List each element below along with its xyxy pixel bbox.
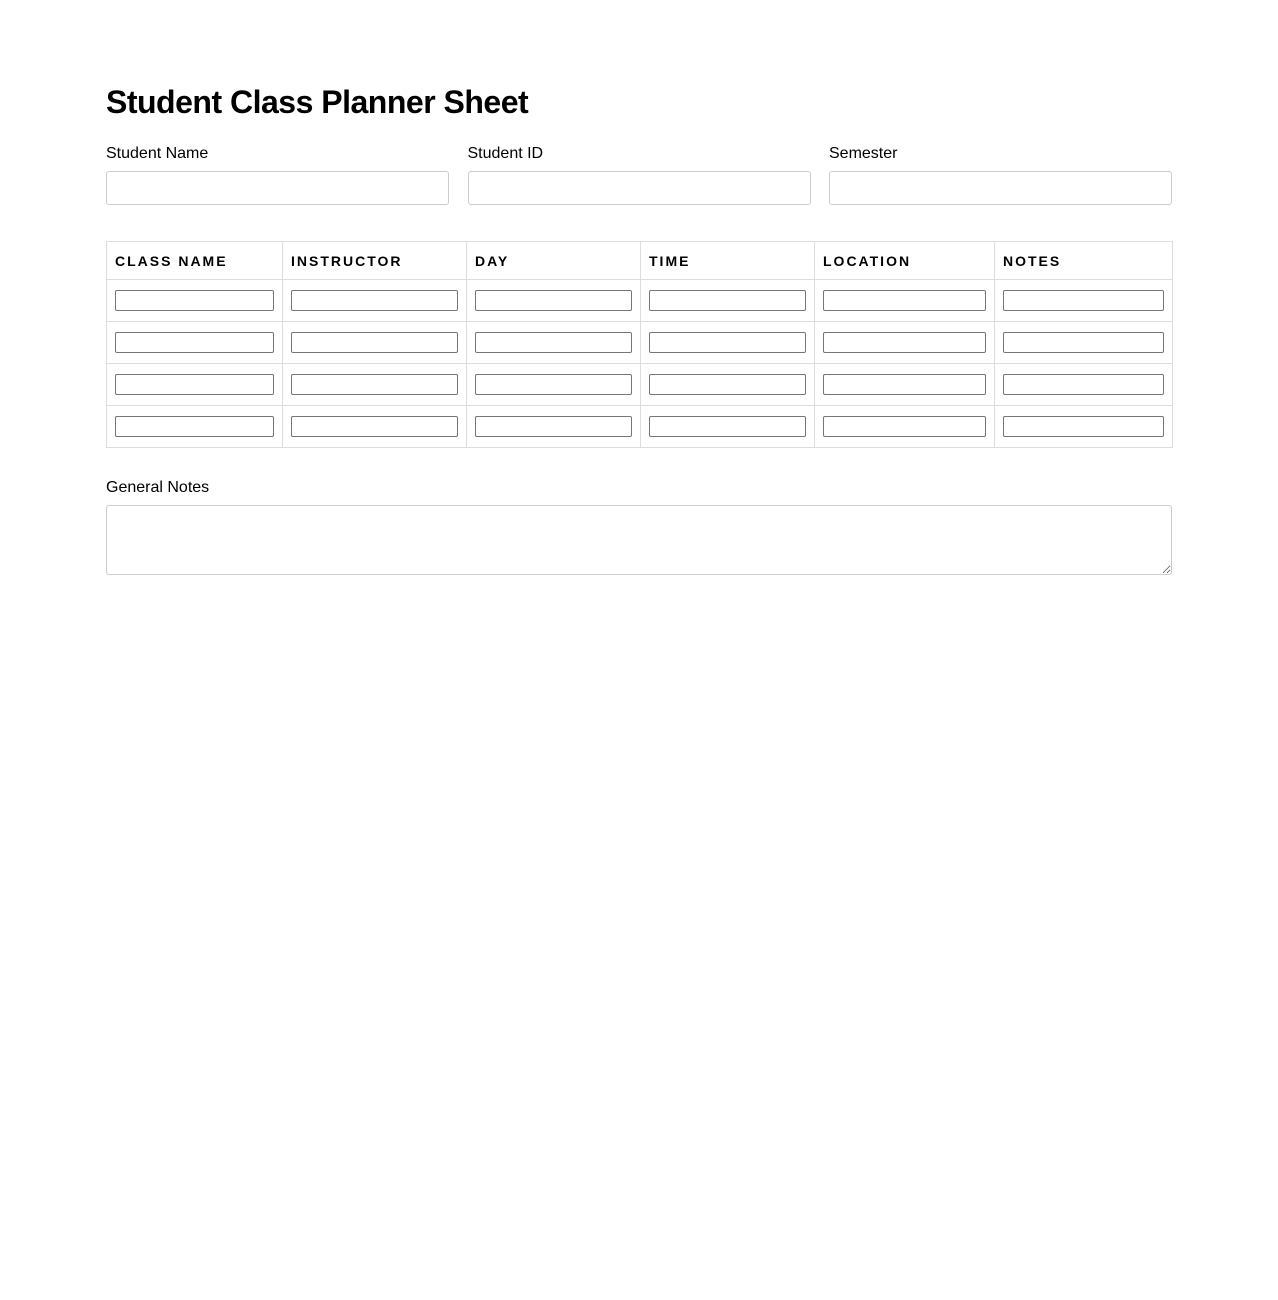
day-input[interactable]	[475, 416, 632, 437]
table-cell	[995, 364, 1173, 406]
table-cell	[995, 406, 1173, 448]
time-input[interactable]	[649, 290, 806, 311]
semester-label: Semester	[829, 145, 898, 162]
notes-input[interactable]	[1003, 416, 1164, 437]
table-cell	[467, 406, 641, 448]
header-notes: NOTES	[995, 242, 1173, 280]
table-row	[107, 322, 1173, 364]
time-input[interactable]	[649, 332, 806, 353]
table-cell	[641, 280, 815, 322]
table-cell	[467, 322, 641, 364]
student-info-fields	[106, 145, 1172, 205]
header-location: LOCATION	[815, 242, 995, 280]
student-id-field	[468, 145, 811, 205]
notes-input[interactable]	[1003, 374, 1164, 395]
table-cell	[283, 406, 467, 448]
general-notes-label: General Notes	[106, 479, 210, 496]
student-name-field	[106, 145, 449, 205]
location-input[interactable]	[823, 416, 986, 437]
table-cell	[467, 364, 641, 406]
student-id-input[interactable]	[468, 171, 811, 205]
table-row	[107, 364, 1173, 406]
table-cell	[995, 322, 1173, 364]
header-instructor: INSTRUCTOR	[283, 242, 467, 280]
table-cell	[641, 364, 815, 406]
day-input[interactable]	[475, 290, 632, 311]
table-cell	[641, 406, 815, 448]
location-input[interactable]	[823, 374, 986, 395]
instructor-input[interactable]	[291, 332, 458, 353]
table-cell	[107, 322, 283, 364]
header-time: TIME	[641, 242, 815, 280]
general-notes-textarea[interactable]	[106, 505, 1172, 575]
notes-input[interactable]	[1003, 290, 1164, 311]
header-day: DAY	[467, 242, 641, 280]
table-cell	[283, 280, 467, 322]
student-name-label: Student Name	[106, 145, 209, 162]
table-row	[107, 280, 1173, 322]
location-input[interactable]	[823, 290, 986, 311]
instructor-input[interactable]	[291, 290, 458, 311]
class-name-input[interactable]	[115, 332, 274, 353]
table-cell	[107, 364, 283, 406]
instructor-input[interactable]	[291, 416, 458, 437]
table-header-row	[107, 242, 1173, 280]
header-class-name: CLASS NAME	[107, 242, 283, 280]
table-cell	[107, 280, 283, 322]
table-row	[107, 406, 1173, 448]
table-cell	[815, 280, 995, 322]
class-schedule-table	[106, 241, 1173, 448]
table-cell	[815, 406, 995, 448]
class-name-input[interactable]	[115, 374, 274, 395]
instructor-input[interactable]	[291, 374, 458, 395]
time-input[interactable]	[649, 416, 806, 437]
semester-field	[829, 145, 1172, 205]
general-notes-section	[106, 479, 1172, 575]
time-input[interactable]	[649, 374, 806, 395]
day-input[interactable]	[475, 374, 632, 395]
student-name-input[interactable]	[106, 171, 449, 205]
table-cell	[995, 280, 1173, 322]
semester-input[interactable]	[829, 171, 1172, 205]
table-cell	[283, 364, 467, 406]
day-input[interactable]	[475, 332, 632, 353]
page-title: Student Class Planner Sheet	[106, 84, 529, 120]
notes-input[interactable]	[1003, 332, 1164, 353]
table-cell	[815, 322, 995, 364]
table-cell	[107, 406, 283, 448]
class-name-input[interactable]	[115, 416, 274, 437]
location-input[interactable]	[823, 332, 986, 353]
student-id-label: Student ID	[467, 145, 544, 162]
class-name-input[interactable]	[115, 290, 274, 311]
table-cell	[283, 322, 467, 364]
table-cell	[815, 364, 995, 406]
planner-sheet	[106, 84, 1172, 575]
table-cell	[467, 280, 641, 322]
table-cell	[641, 322, 815, 364]
